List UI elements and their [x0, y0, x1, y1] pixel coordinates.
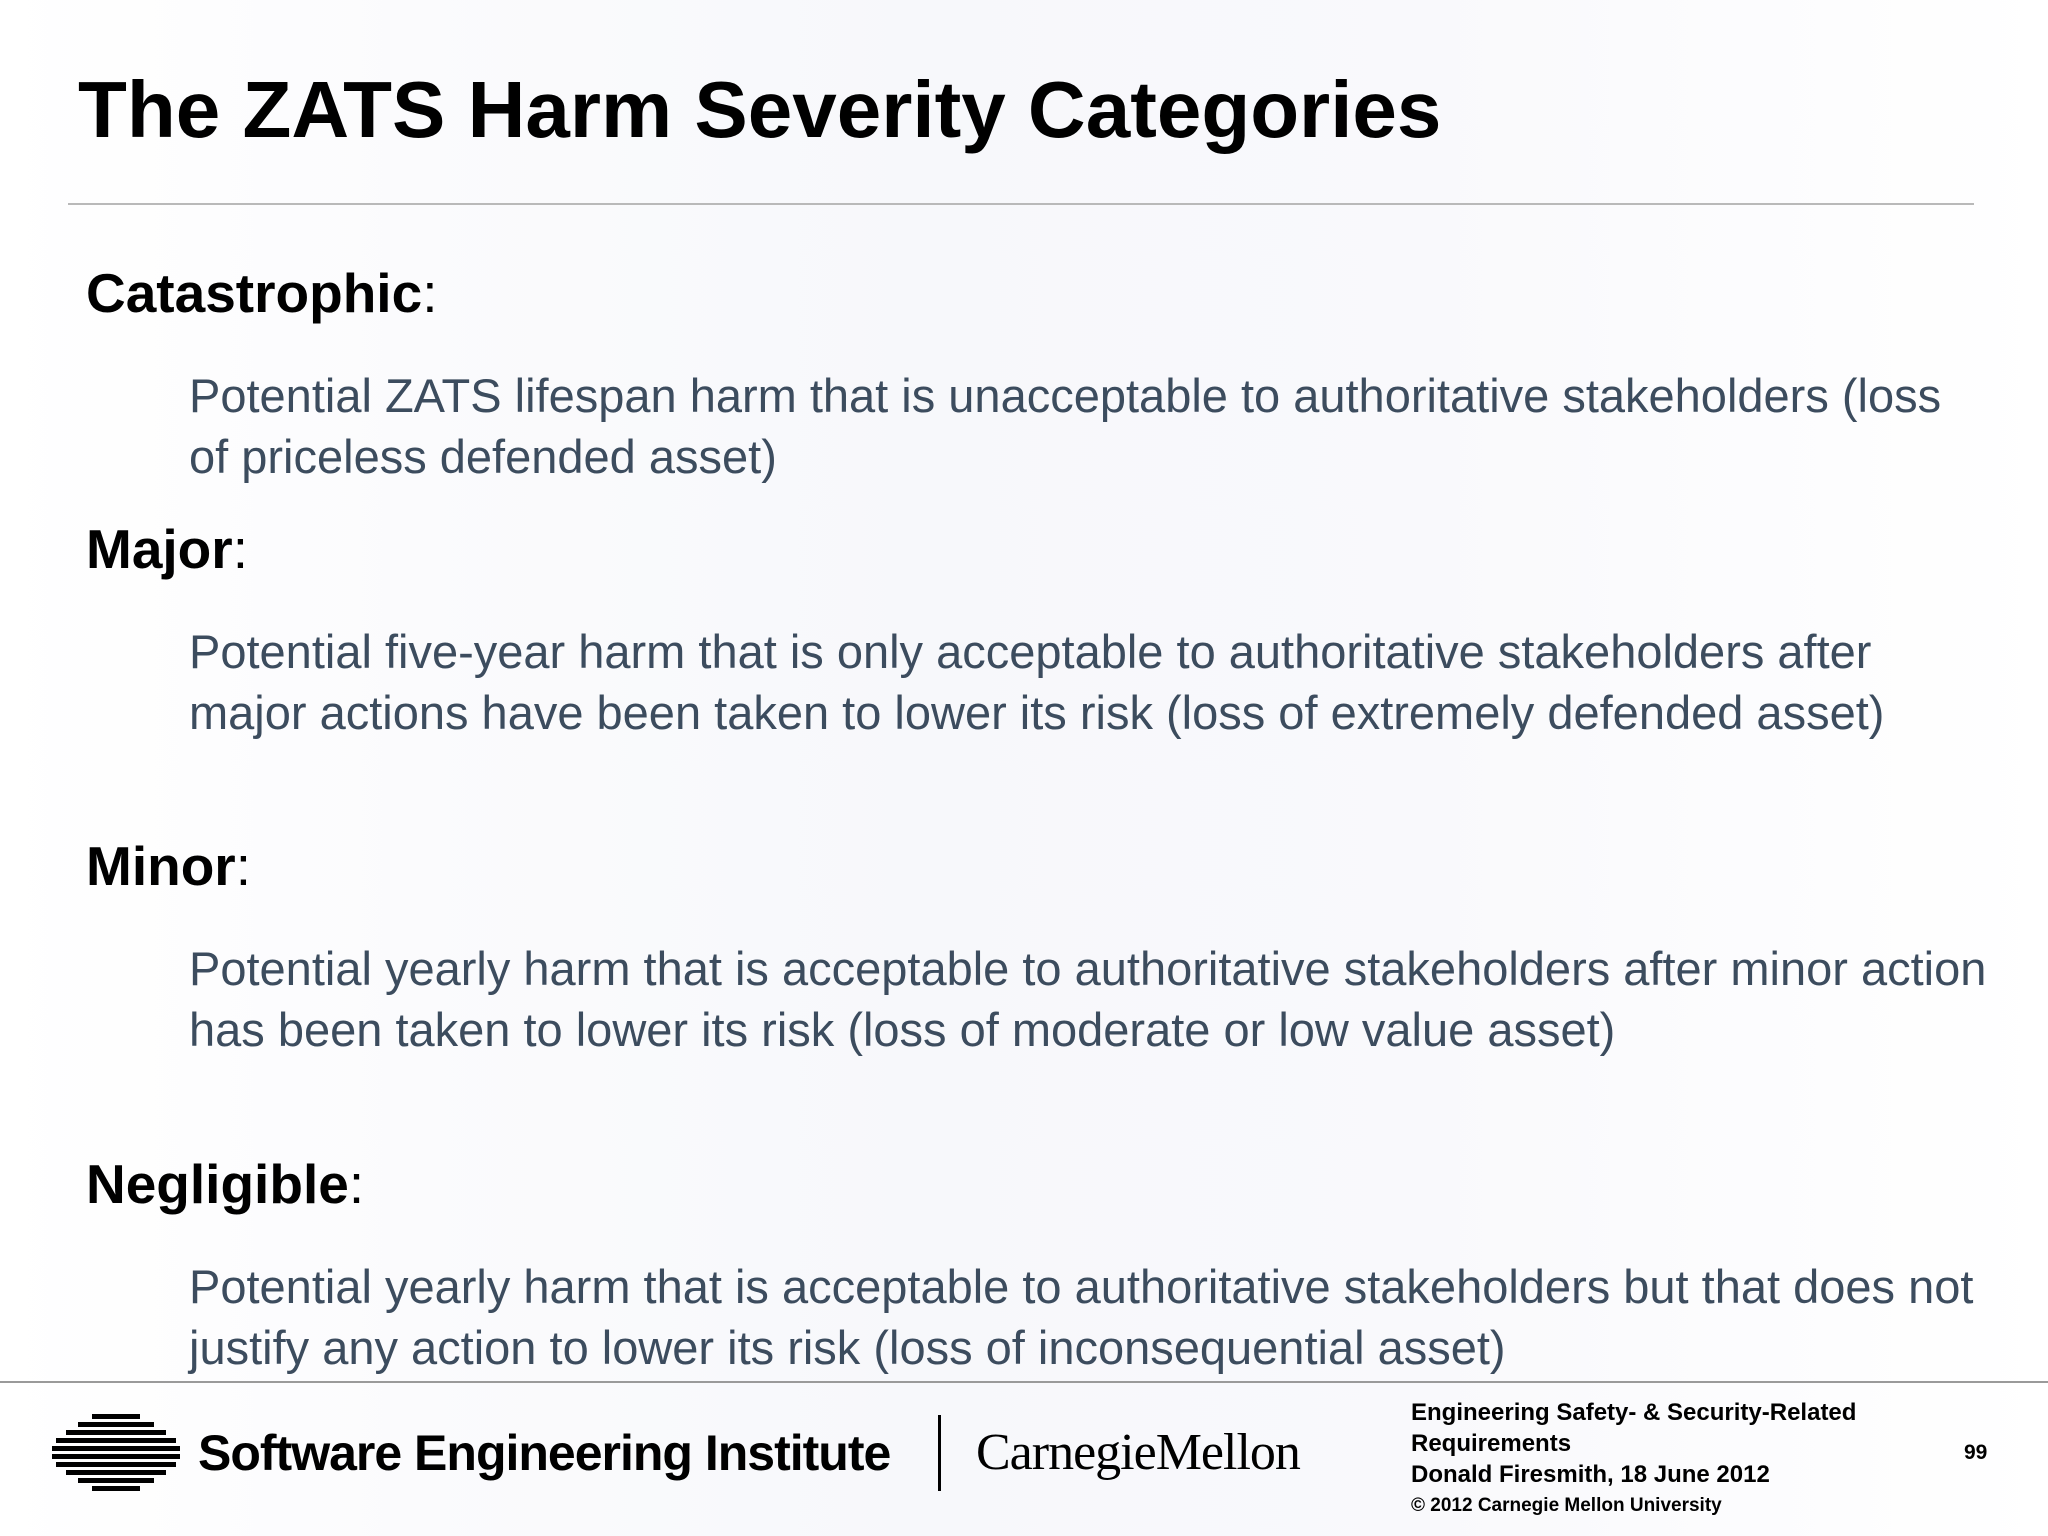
category-colon: :: [422, 262, 438, 324]
sei-wordmark: Software Engineering Institute: [198, 1425, 891, 1481]
category-catastrophic: [86, 260, 1986, 487]
footer-divider: [0, 1381, 2048, 1383]
category-minor: [86, 833, 1986, 1060]
presentation-title-line1: Engineering Safety- & Security-Related: [1411, 1399, 1857, 1426]
presentation-info: [1411, 1397, 1931, 1490]
category-description: Potential ZATS lifespan harm that is unacceptable to authoritative stakeholders (loss of priceless defended asset): [189, 369, 1942, 483]
category-description: Potential yearly harm that is acceptable to authoritative stakeholders after minor action has been taken to lower its risk (loss of moderate or low value asset): [189, 942, 1987, 1056]
category-colon: :: [235, 835, 251, 897]
logo-divider: [938, 1415, 941, 1491]
presentation-title-line2: Requirements: [1411, 1430, 1572, 1457]
sei-logo-icon: [52, 1412, 180, 1492]
slide-title: The ZATS Harm Severity Categories: [78, 65, 1442, 154]
category-term: Minor: [86, 835, 236, 897]
category-negligible: [86, 1151, 1986, 1378]
category-colon: :: [232, 518, 248, 580]
category-term: Catastrophic: [86, 262, 423, 324]
author-date: Donald Firesmith, 18 June 2012: [1411, 1461, 1770, 1488]
category-term: Major: [86, 518, 233, 580]
category-description: Potential five-year harm that is only acceptable to authoritative stakeholders after major actions have been taken to lower its risk (loss of extremely defended asset): [189, 625, 1885, 739]
category-term: Negligible: [86, 1153, 349, 1215]
category-colon: :: [348, 1153, 365, 1215]
category-major: [86, 516, 1986, 743]
page-number: 99: [1964, 1441, 1988, 1464]
cmu-wordmark: CarnegieMellon: [976, 1424, 1300, 1481]
title-divider: [68, 203, 1974, 205]
copyright: © 2012 Carnegie Mellon University: [1411, 1495, 1722, 1516]
category-description: Potential yearly harm that is acceptable to authoritative stakeholders but that does not justify any action to lower its risk (loss of inconsequential asset): [189, 1260, 1974, 1374]
